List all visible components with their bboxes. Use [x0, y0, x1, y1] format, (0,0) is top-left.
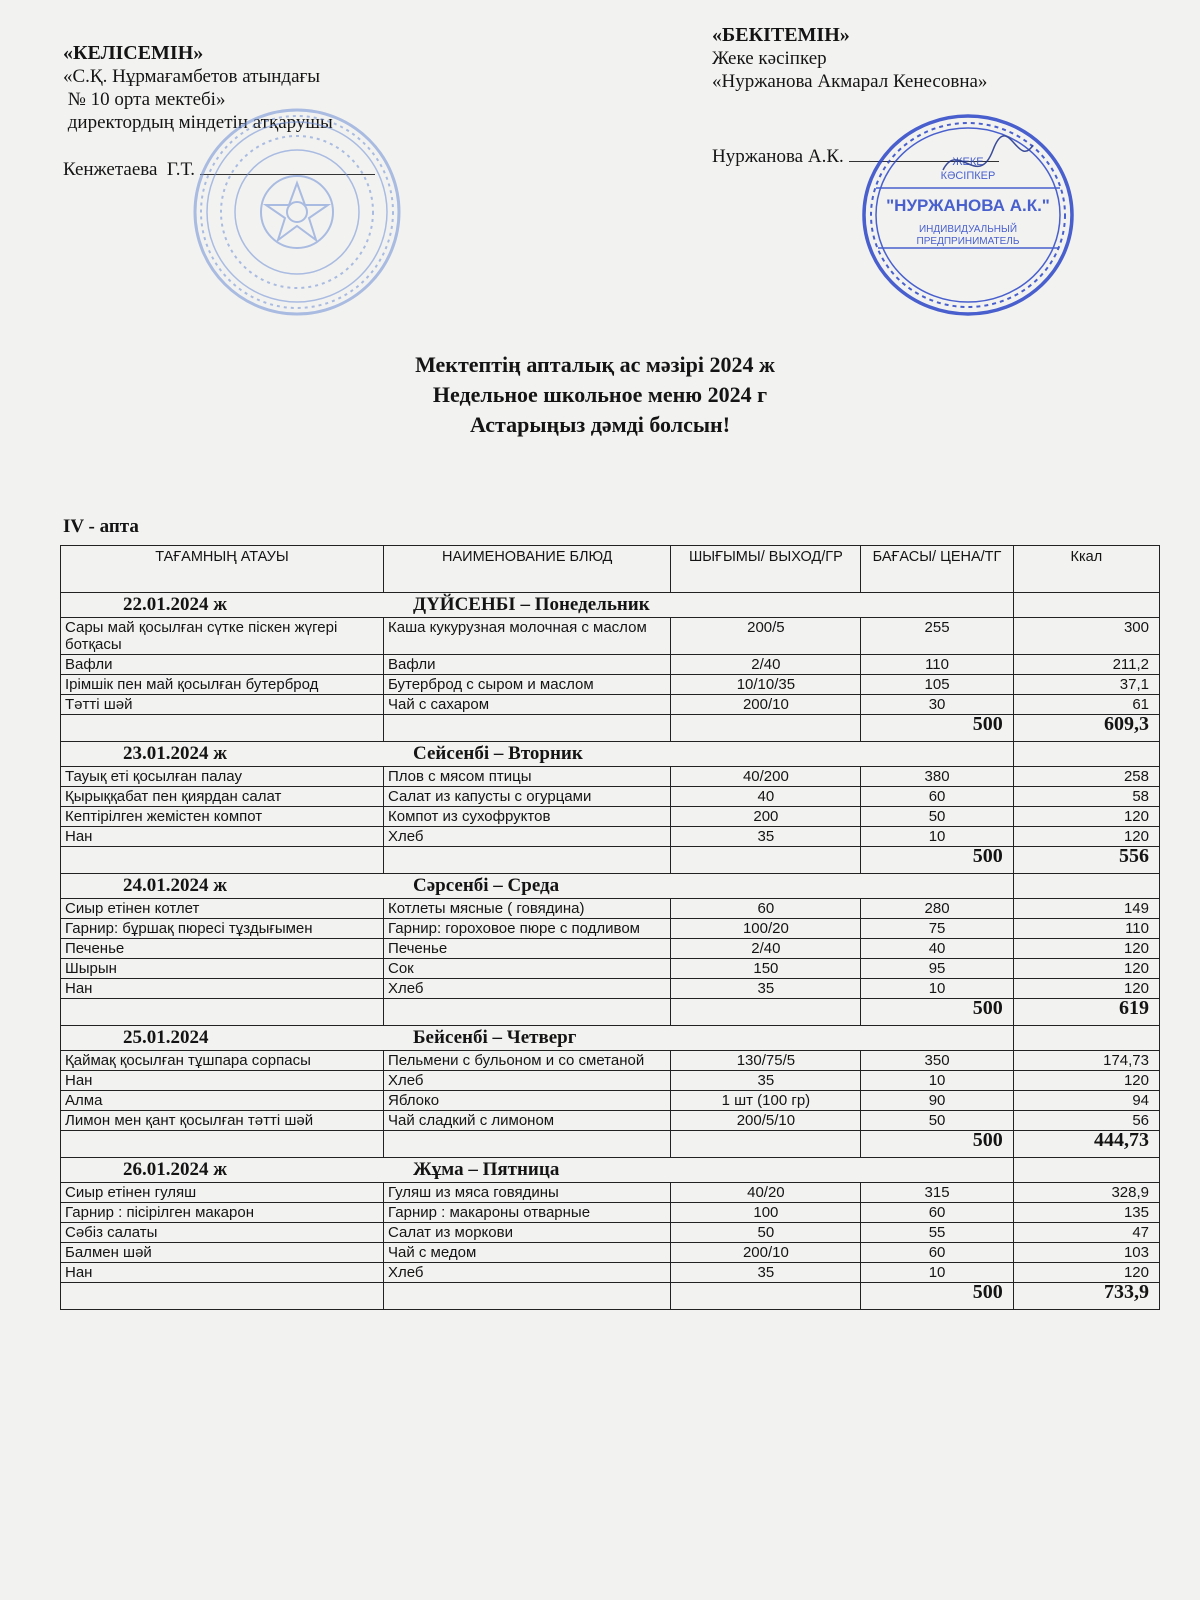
dish-output: 40/200: [671, 767, 861, 787]
total-empty: [383, 999, 670, 1026]
dish-name-kz: Сары май қосылған сүтке піскен жүгері ботқасы: [61, 618, 384, 655]
agree-title: «КЕЛІСЕМІН»: [63, 42, 204, 64]
dish-kcal: 120: [1013, 979, 1159, 999]
dish-name-kz: Гарнир : пісірілген макарон: [61, 1203, 384, 1223]
table-row: [61, 655, 1160, 675]
menu-body: [61, 593, 1160, 1310]
dish-name-ru: Гуляш из мяса говядины: [383, 1183, 670, 1203]
dish-price: 60: [861, 787, 1013, 807]
total-row: [61, 1283, 1160, 1310]
dish-price: 90: [861, 1091, 1013, 1111]
dish-output: 35: [671, 979, 861, 999]
table-header-row: [61, 546, 1160, 593]
dish-output: 10/10/35: [671, 675, 861, 695]
dish-name-ru: Яблоко: [383, 1091, 670, 1111]
day-name: ДҮЙСЕНБІ – Понедельник: [413, 594, 650, 615]
total-empty: [671, 1283, 861, 1310]
dish-output: 150: [671, 959, 861, 979]
column-header: БАҒАСЫ/ ЦЕНА/ТГ: [861, 546, 1013, 593]
dish-output: 60: [671, 899, 861, 919]
dish-price: 255: [861, 618, 1013, 655]
dish-price: 280: [861, 899, 1013, 919]
dish-price: 10: [861, 1071, 1013, 1091]
dish-name-ru: Вафли: [383, 655, 670, 675]
dish-name-ru: Хлеб: [383, 1071, 670, 1091]
dish-output: 35: [671, 1263, 861, 1283]
day-header-row: [61, 742, 1160, 767]
table-row: [61, 767, 1160, 787]
title-ru: Недельное школьное меню 2024 г: [432, 382, 768, 407]
day-date: 26.01.2024 ж: [123, 1159, 228, 1180]
seal-name: "НУРЖАНОВА А.К.": [886, 196, 1050, 215]
total-empty: [61, 847, 384, 874]
dish-output: 200/5/10: [671, 1111, 861, 1131]
table-row: [61, 675, 1160, 695]
approve-signer: Нуржанова А.К.: [712, 146, 844, 167]
dish-kcal: 120: [1013, 1071, 1159, 1091]
total-price: 500: [861, 847, 1013, 874]
dish-price: 50: [861, 1111, 1013, 1131]
dish-output: 1 шт (100 гр): [671, 1091, 861, 1111]
dish-name-ru: Каша кукурузная молочная с маслом: [383, 618, 670, 655]
total-price: 500: [861, 715, 1013, 742]
total-kcal: 556: [1013, 847, 1159, 874]
table-row: [61, 959, 1160, 979]
day-header: [61, 874, 1014, 899]
dish-price: 10: [861, 979, 1013, 999]
dish-name-ru: Плов с мясом птицы: [383, 767, 670, 787]
total-empty: [383, 715, 670, 742]
dish-name-kz: Қаймақ қосылған тұшпара сорпасы: [61, 1051, 384, 1071]
total-empty: [61, 1131, 384, 1158]
dish-kcal: 58: [1013, 787, 1159, 807]
dish-kcal: 56: [1013, 1111, 1159, 1131]
table-row: [61, 618, 1160, 655]
day-date: 23.01.2024 ж: [123, 743, 228, 764]
school-seal-icon: [190, 105, 405, 320]
dish-name-ru: Хлеб: [383, 827, 670, 847]
dish-price: 10: [861, 1263, 1013, 1283]
table-row: [61, 1203, 1160, 1223]
dish-output: 200/10: [671, 1243, 861, 1263]
approve-title: «БЕКІТЕМІН»: [712, 24, 850, 46]
total-kcal: 444,73: [1013, 1131, 1159, 1158]
dish-name-kz: Нан: [61, 1263, 384, 1283]
dish-name-ru: Хлеб: [383, 979, 670, 999]
day-name: Бейсенбі – Четверг: [413, 1027, 577, 1048]
total-kcal: 609,3: [1013, 715, 1159, 742]
dish-price: 30: [861, 695, 1013, 715]
total-kcal: 619: [1013, 999, 1159, 1026]
table-row: [61, 1071, 1160, 1091]
day-header-empty: [1013, 742, 1159, 767]
day-header-empty: [1013, 874, 1159, 899]
dish-kcal: 328,9: [1013, 1183, 1159, 1203]
dish-output: 35: [671, 1071, 861, 1091]
total-price: 500: [861, 1283, 1013, 1310]
dish-name-ru: Котлеты мясные ( говядина): [383, 899, 670, 919]
table-row: [61, 979, 1160, 999]
day-date: 25.01.2024: [123, 1027, 209, 1048]
dish-output: 50: [671, 1223, 861, 1243]
table-row: [61, 1243, 1160, 1263]
dish-output: 2/40: [671, 655, 861, 675]
day-header-empty: [1013, 1158, 1159, 1183]
dish-price: 10: [861, 827, 1013, 847]
dish-price: 380: [861, 767, 1013, 787]
dish-name-ru: Компот из сухофруктов: [383, 807, 670, 827]
dish-name-kz: Балмен шәй: [61, 1243, 384, 1263]
day-header-row: [61, 1026, 1160, 1051]
total-price: 500: [861, 1131, 1013, 1158]
approve-line-2: «Нуржанова Акмарал Кенесовна»: [712, 71, 988, 92]
table-row: [61, 1091, 1160, 1111]
total-kcal: 733,9: [1013, 1283, 1159, 1310]
dish-kcal: 135: [1013, 1203, 1159, 1223]
dish-name-kz: Вафли: [61, 655, 384, 675]
dish-name-kz: Сиыр етінен котлет: [61, 899, 384, 919]
seal-sub-4: ПРЕДПРИНИМАТЕЛЬ: [916, 236, 1020, 247]
table-row: [61, 939, 1160, 959]
dish-output: 40: [671, 787, 861, 807]
dish-name-kz: Шырын: [61, 959, 384, 979]
menu-titles: [0, 350, 1200, 440]
dish-name-kz: Тауық еті қосылған палау: [61, 767, 384, 787]
agree-line-3: директордың міндетін атқарушы: [63, 112, 333, 133]
dish-kcal: 47: [1013, 1223, 1159, 1243]
total-empty: [671, 999, 861, 1026]
total-empty: [671, 715, 861, 742]
total-empty: [61, 715, 384, 742]
dish-price: 50: [861, 807, 1013, 827]
dish-name-kz: Ірімшік пен май қосылған бутерброд: [61, 675, 384, 695]
dish-output: 200/10: [671, 695, 861, 715]
table-row: [61, 1051, 1160, 1071]
dish-kcal: 149: [1013, 899, 1159, 919]
dish-price: 350: [861, 1051, 1013, 1071]
day-name: Сейсенбі – Вторник: [413, 743, 583, 764]
seal-sub-1: ЖЕКЕ: [952, 156, 984, 168]
table-row: [61, 1111, 1160, 1131]
dish-price: 60: [861, 1243, 1013, 1263]
dish-output: 200/5: [671, 618, 861, 655]
agree-line-2: № 10 орта мектебі»: [63, 89, 226, 110]
dish-name-kz: Печенье: [61, 939, 384, 959]
table-row: [61, 919, 1160, 939]
dish-name-ru: Чай с медом: [383, 1243, 670, 1263]
total-empty: [61, 1283, 384, 1310]
dish-output: 100: [671, 1203, 861, 1223]
total-empty: [671, 1131, 861, 1158]
dish-kcal: 37,1: [1013, 675, 1159, 695]
dish-kcal: 120: [1013, 959, 1159, 979]
table-row: [61, 1183, 1160, 1203]
dish-price: 40: [861, 939, 1013, 959]
column-header: НАИМЕНОВАНИЕ БЛЮД: [383, 546, 670, 593]
day-name: Сәрсенбі – Среда: [413, 875, 560, 896]
total-row: [61, 1131, 1160, 1158]
dish-price: 315: [861, 1183, 1013, 1203]
day-header-row: [61, 1158, 1160, 1183]
seal-sub-2: КӘСІПКЕР: [940, 170, 996, 182]
dish-name-kz: Кептірілген жемістен компот: [61, 807, 384, 827]
dish-kcal: 300: [1013, 618, 1159, 655]
table-row: [61, 1223, 1160, 1243]
dish-price: 55: [861, 1223, 1013, 1243]
dish-kcal: 120: [1013, 827, 1159, 847]
dish-name-kz: Нан: [61, 827, 384, 847]
dish-kcal: 258: [1013, 767, 1159, 787]
dish-name-ru: Чай сладкий с лимоном: [383, 1111, 670, 1131]
dish-name-kz: Сәбіз салаты: [61, 1223, 384, 1243]
dish-price: 60: [861, 1203, 1013, 1223]
dish-kcal: 120: [1013, 807, 1159, 827]
seal-sub-3: ИНДИВИДУАЛЬНЫЙ: [918, 224, 1018, 235]
dish-output: 100/20: [671, 919, 861, 939]
dish-output: 40/20: [671, 1183, 861, 1203]
day-name: Жұма – Пятница: [413, 1159, 560, 1180]
dish-name-kz: Қырыққабат пен қиярдан салат: [61, 787, 384, 807]
dish-kcal: 174,73: [1013, 1051, 1159, 1071]
dish-kcal: 103: [1013, 1243, 1159, 1263]
day-header: [61, 1158, 1014, 1183]
dish-name-ru: Хлеб: [383, 1263, 670, 1283]
week-label: IV - апта: [63, 516, 139, 537]
dish-name-ru: Гарнир : макароны отварные: [383, 1203, 670, 1223]
dish-name-ru: Салат из моркови: [383, 1223, 670, 1243]
dish-output: 200: [671, 807, 861, 827]
total-price: 500: [861, 999, 1013, 1026]
dish-output: 2/40: [671, 939, 861, 959]
day-header-empty: [1013, 1026, 1159, 1051]
dish-name-ru: Салат из капусты с огурцами: [383, 787, 670, 807]
day-header: [61, 1026, 1014, 1051]
dish-name-kz: Нан: [61, 979, 384, 999]
agree-signer: Кенжетаева Г.Т.: [63, 159, 195, 180]
day-date: 24.01.2024 ж: [123, 875, 228, 896]
day-header-row: [61, 874, 1160, 899]
total-empty: [383, 1283, 670, 1310]
column-header: ШЫҒЫМЫ/ ВЫХОД/ГР: [671, 546, 861, 593]
dish-name-ru: Бутерброд с сыром и маслом: [383, 675, 670, 695]
column-header: ТАҒАМНЫҢ АТАУЫ: [61, 546, 384, 593]
day-date: 22.01.2024 ж: [123, 594, 228, 615]
title-kz: Мектептің апталық ас мәзірі 2024 ж: [415, 352, 775, 377]
dish-kcal: 120: [1013, 939, 1159, 959]
entrepreneur-seal-icon: [858, 110, 1078, 320]
dish-name-ru: Сок: [383, 959, 670, 979]
dish-output: 130/75/5: [671, 1051, 861, 1071]
dish-kcal: 120: [1013, 1263, 1159, 1283]
dish-name-kz: Лимон мен қант қосылған тәтті шәй: [61, 1111, 384, 1131]
dish-name-ru: Чай с сахаром: [383, 695, 670, 715]
dish-name-kz: Нан: [61, 1071, 384, 1091]
dish-kcal: 110: [1013, 919, 1159, 939]
dish-name-kz: Тәтті шәй: [61, 695, 384, 715]
dish-name-kz: Гарнир: бұршақ пюресі тұздығымен: [61, 919, 384, 939]
dish-kcal: 211,2: [1013, 655, 1159, 675]
dish-name-ru: Гарнир: гороховое пюре с подливом: [383, 919, 670, 939]
approve-line-1: Жеке кәсіпкер: [712, 48, 827, 69]
table-row: [61, 787, 1160, 807]
total-empty: [61, 999, 384, 1026]
agree-line-1: «С.Қ. Нұрмағамбетов атындағы: [63, 66, 321, 87]
title-wish: Астарыңыз дәмді болсын!: [469, 412, 731, 437]
dish-price: 110: [861, 655, 1013, 675]
table-row: [61, 807, 1160, 827]
total-empty: [383, 847, 670, 874]
total-empty: [383, 1131, 670, 1158]
dish-name-kz: Сиыр етінен гуляш: [61, 1183, 384, 1203]
dish-kcal: 94: [1013, 1091, 1159, 1111]
dish-name-ru: Пельмени с бульоном и со сметаной: [383, 1051, 670, 1071]
dish-price: 75: [861, 919, 1013, 939]
day-header: [61, 593, 1014, 618]
table-row: [61, 899, 1160, 919]
total-empty: [671, 847, 861, 874]
menu-table: [60, 545, 1160, 1310]
dish-price: 95: [861, 959, 1013, 979]
day-header-row: [61, 593, 1160, 618]
dish-name-kz: Алма: [61, 1091, 384, 1111]
total-row: [61, 847, 1160, 874]
table-row: [61, 827, 1160, 847]
dish-output: 35: [671, 827, 861, 847]
total-row: [61, 999, 1160, 1026]
day-header-empty: [1013, 593, 1159, 618]
dish-price: 105: [861, 675, 1013, 695]
table-row: [61, 1263, 1160, 1283]
dish-kcal: 61: [1013, 695, 1159, 715]
table-row: [61, 695, 1160, 715]
day-header: [61, 742, 1014, 767]
dish-name-ru: Печенье: [383, 939, 670, 959]
column-header: Ккал: [1013, 546, 1159, 593]
total-row: [61, 715, 1160, 742]
